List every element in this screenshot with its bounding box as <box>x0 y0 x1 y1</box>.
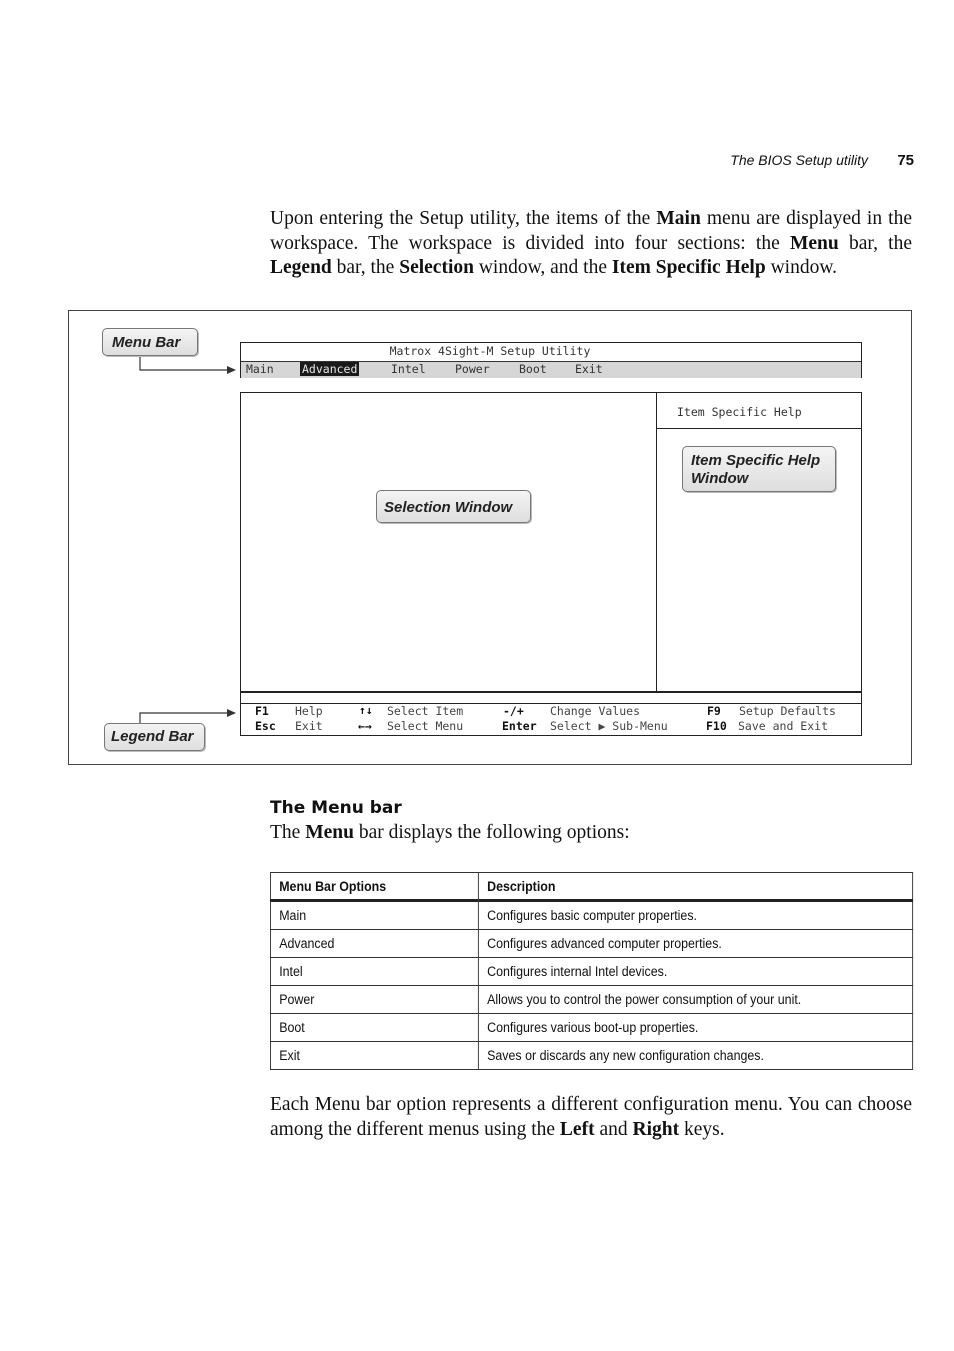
table-row <box>270 986 912 1014</box>
legend-key-f9: F9 <box>707 704 721 718</box>
legend-bar-arrowhead <box>227 709 236 717</box>
table-header-row <box>270 873 912 901</box>
table-row <box>270 1042 912 1070</box>
menu-item-power[interactable]: Power <box>455 362 490 376</box>
menu-item-advanced[interactable]: Advanced <box>302 362 358 376</box>
table-cell-option: Exit <box>270 1042 478 1070</box>
table-cell-description: Configures basic computer properties. <box>478 901 912 930</box>
legend-desc-save-exit: Save and Exit <box>738 719 829 733</box>
menu-bar-arrowhead <box>227 366 236 374</box>
legend-desc-select-submenu: Select ▶ Sub-Menu <box>550 719 668 733</box>
table-cell-description: Configures internal Intel devices. <box>478 958 912 986</box>
table-row <box>270 1014 912 1042</box>
legend-desc-help: Help <box>295 704 323 718</box>
table-cell-option: Advanced <box>270 930 478 958</box>
bios-title: Matrox 4Sight-M Setup Utility <box>389 344 591 358</box>
section-heading: The Menu bar <box>270 798 402 818</box>
closing-paragraph: Each Menu bar option represents a different configuration menu. You can choose among the different menus using the Left and Right keys. <box>270 1094 912 1140</box>
page-number: 75 <box>897 152 914 169</box>
section-intro: The Menu bar displays the following options: <box>270 822 630 843</box>
menu-options-table <box>270 872 913 1070</box>
legend-key-f10: F10 <box>706 719 727 733</box>
legend-desc-select-item: Select Item <box>387 704 464 718</box>
menu-item-exit[interactable]: Exit <box>575 362 603 376</box>
table-cell-option: Boot <box>270 1014 478 1042</box>
legend-desc-change-values: Change Values <box>550 704 641 718</box>
legend-desc-exit: Exit <box>295 719 323 733</box>
menu-bar-connector <box>140 356 228 370</box>
table-row <box>270 958 912 986</box>
legend-key-esc: Esc <box>255 719 276 733</box>
table-cell-description: Allows you to control the power consumption of your unit. <box>478 986 912 1014</box>
callout-selection-window: Selection Window <box>376 490 531 523</box>
running-header-title: The BIOS Setup utility <box>730 152 868 168</box>
callout-menu-bar: Menu Bar <box>102 328 198 356</box>
legend-bar-connector <box>140 713 228 723</box>
menu-item-main[interactable]: Main <box>246 362 274 376</box>
table-header-description: Description <box>478 873 912 901</box>
legend-key-leftright: ←→ <box>358 719 372 733</box>
callout-legend-bar: Legend Bar <box>104 723 205 751</box>
table-cell-description: Configures advanced computer properties. <box>478 930 912 958</box>
table-cell-description: Configures various boot-up properties. <box>478 1014 912 1042</box>
help-window-header: Item Specific Help <box>677 405 802 419</box>
table-cell-option: Main <box>270 901 478 930</box>
table-cell-option: Power <box>270 986 478 1014</box>
table-row <box>270 901 912 930</box>
menu-item-boot[interactable]: Boot <box>519 362 547 376</box>
legend-key-minus-plus: -/+ <box>503 704 524 718</box>
table-row <box>270 930 912 958</box>
legend-key-updown: ↑↓ <box>359 703 373 717</box>
menu-item-intel[interactable]: Intel <box>391 362 426 376</box>
legend-desc-setup-defaults: Setup Defaults <box>739 704 836 718</box>
intro-paragraph: Upon entering the Setup utility, the items of the Main menu are displayed in the workspace. The workspace is divided into four sections: the Menu bar, the Legend bar, the Selection window, and the Item Specific Help window. <box>270 208 912 278</box>
legend-key-f1: F1 <box>255 704 269 718</box>
table-cell-description: Saves or discards any new configuration changes. <box>478 1042 912 1070</box>
legend-key-enter: Enter <box>502 719 537 733</box>
table-header-options: Menu Bar Options <box>270 873 478 901</box>
callout-help-window: Item Specific Help Window <box>682 446 836 492</box>
legend-desc-select-menu: Select Menu <box>387 719 464 733</box>
table-cell-option: Intel <box>270 958 478 986</box>
